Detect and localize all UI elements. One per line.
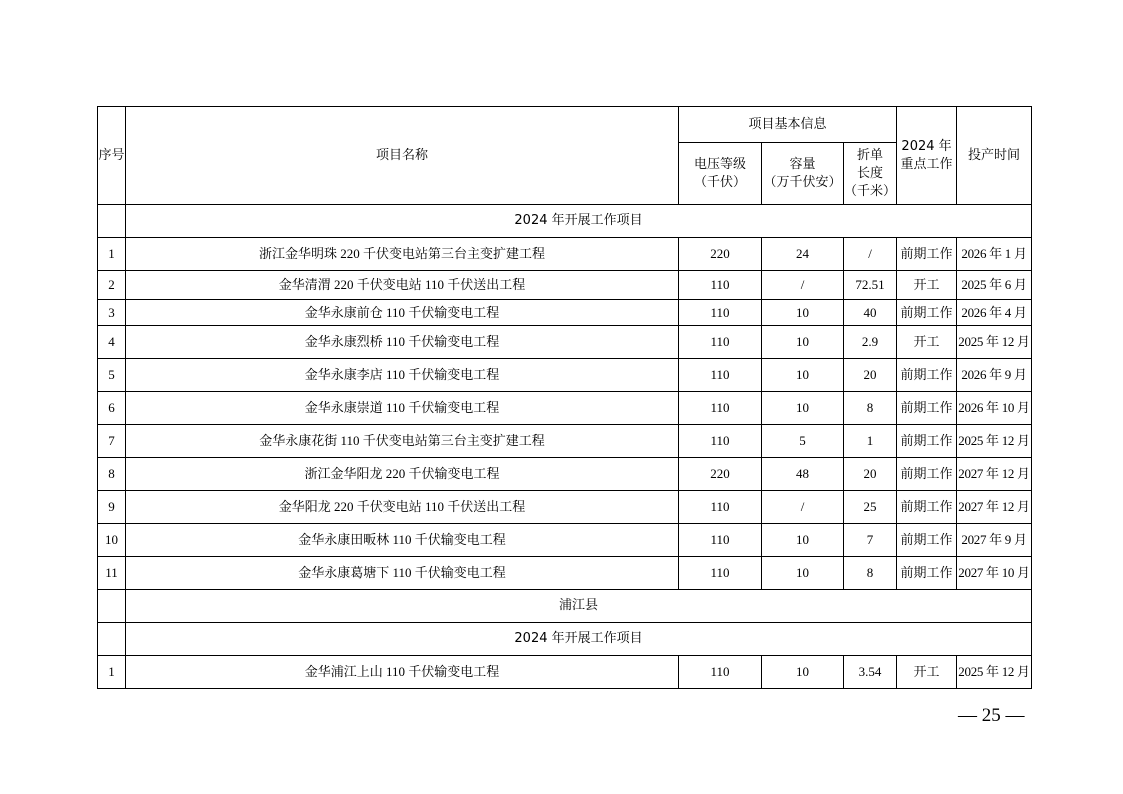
county-label: 浦江县 bbox=[126, 590, 1032, 623]
row-project-name: 金华永康花街 110 千伏变电站第三台主变扩建工程 bbox=[126, 425, 679, 458]
page-number: — 25 — bbox=[958, 705, 1025, 726]
row-capacity: 10 bbox=[762, 656, 844, 689]
table-row bbox=[98, 392, 1032, 425]
row-operation-time: 2025 年 6 月 bbox=[957, 271, 1032, 300]
band-blank-cell bbox=[98, 623, 126, 656]
row-project-name: 浙江金华明珠 220 千伏变电站第三台主变扩建工程 bbox=[126, 238, 679, 271]
row-index: 6 bbox=[98, 392, 126, 425]
row-key-work: 前期工作 bbox=[897, 392, 957, 425]
header-index: 序号 bbox=[98, 107, 126, 205]
row-project-name: 金华阳龙 220 千伏变电站 110 千伏送出工程 bbox=[126, 491, 679, 524]
row-capacity: 10 bbox=[762, 392, 844, 425]
row-voltage: 220 bbox=[679, 458, 762, 491]
county-label-row bbox=[98, 590, 1032, 623]
row-index: 9 bbox=[98, 491, 126, 524]
row-operation-time: 2025 年 12 月 bbox=[957, 326, 1032, 359]
row-key-work: 开工 bbox=[897, 326, 957, 359]
row-index: 1 bbox=[98, 656, 126, 689]
row-length: 1 bbox=[844, 425, 897, 458]
row-project-name: 浙江金华阳龙 220 千伏输变电工程 bbox=[126, 458, 679, 491]
row-length: 40 bbox=[844, 300, 897, 326]
row-capacity: 5 bbox=[762, 425, 844, 458]
row-key-work: 前期工作 bbox=[897, 425, 957, 458]
row-capacity: 10 bbox=[762, 524, 844, 557]
row-project-name: 金华永康田畈林 110 千伏输变电工程 bbox=[126, 524, 679, 557]
header-operation-time: 投产时间 bbox=[957, 107, 1032, 205]
row-voltage: 110 bbox=[679, 300, 762, 326]
row-project-name: 金华清渭 220 千伏变电站 110 千伏送出工程 bbox=[126, 271, 679, 300]
row-capacity: 10 bbox=[762, 326, 844, 359]
header-capacity-line1: 容量 bbox=[789, 156, 816, 172]
row-index: 5 bbox=[98, 359, 126, 392]
row-operation-time: 2027 年 12 月 bbox=[957, 458, 1032, 491]
row-voltage: 110 bbox=[679, 557, 762, 590]
row-key-work: 前期工作 bbox=[897, 300, 957, 326]
row-voltage: 110 bbox=[679, 524, 762, 557]
row-index: 11 bbox=[98, 557, 126, 590]
row-operation-time: 2026 年 10 月 bbox=[957, 392, 1032, 425]
table-row bbox=[98, 359, 1032, 392]
row-length: 8 bbox=[844, 557, 897, 590]
row-operation-time: 2027 年 9 月 bbox=[957, 524, 1032, 557]
row-operation-time: 2025 年 12 月 bbox=[957, 656, 1032, 689]
row-voltage: 110 bbox=[679, 359, 762, 392]
header-key-work-line1: 2024 年 bbox=[901, 138, 952, 154]
row-index: 8 bbox=[98, 458, 126, 491]
row-operation-time: 2027 年 12 月 bbox=[957, 491, 1032, 524]
row-project-name: 金华永康烈桥 110 千伏输变电工程 bbox=[126, 326, 679, 359]
table-row bbox=[98, 458, 1032, 491]
row-project-name: 金华永康李店 110 千伏输变电工程 bbox=[126, 359, 679, 392]
row-voltage: 110 bbox=[679, 656, 762, 689]
row-index: 10 bbox=[98, 524, 126, 557]
table-row bbox=[98, 238, 1032, 271]
table-row bbox=[98, 271, 1032, 300]
table-row bbox=[98, 326, 1032, 359]
row-length: 72.51 bbox=[844, 271, 897, 300]
row-length: 2.9 bbox=[844, 326, 897, 359]
row-operation-time: 2026 年 9 月 bbox=[957, 359, 1032, 392]
header-voltage-line2: （千伏） bbox=[693, 174, 746, 190]
row-index: 4 bbox=[98, 326, 126, 359]
header-row-1 bbox=[98, 107, 1032, 143]
row-length: 20 bbox=[844, 458, 897, 491]
row-capacity: 24 bbox=[762, 238, 844, 271]
row-index: 7 bbox=[98, 425, 126, 458]
section-label: 2024 年开展工作项目 bbox=[126, 205, 1032, 238]
section-label-row bbox=[98, 205, 1032, 238]
table-row bbox=[98, 425, 1032, 458]
section-label: 2024 年开展工作项目 bbox=[126, 623, 1032, 656]
band-blank-cell bbox=[98, 590, 126, 623]
band-blank-cell bbox=[98, 205, 126, 238]
table-row bbox=[98, 300, 1032, 326]
row-length: / bbox=[844, 238, 897, 271]
header-length-line1: 折单 bbox=[857, 147, 884, 163]
row-capacity: 10 bbox=[762, 359, 844, 392]
row-voltage: 110 bbox=[679, 271, 762, 300]
section-label-row bbox=[98, 623, 1032, 656]
header-voltage-line1: 电压等级 bbox=[693, 156, 746, 172]
row-operation-time: 2026 年 1 月 bbox=[957, 238, 1032, 271]
table-row bbox=[98, 491, 1032, 524]
row-voltage: 110 bbox=[679, 326, 762, 359]
row-key-work: 前期工作 bbox=[897, 524, 957, 557]
row-voltage: 110 bbox=[679, 392, 762, 425]
header-capacity-line2: （万千伏安） bbox=[763, 174, 842, 190]
header-voltage bbox=[679, 143, 762, 205]
row-capacity: 48 bbox=[762, 458, 844, 491]
row-length: 8 bbox=[844, 392, 897, 425]
row-key-work: 开工 bbox=[897, 656, 957, 689]
row-capacity: 10 bbox=[762, 557, 844, 590]
row-length: 3.54 bbox=[844, 656, 897, 689]
header-basic-info: 项目基本信息 bbox=[679, 107, 897, 143]
row-length: 25 bbox=[844, 491, 897, 524]
row-key-work: 前期工作 bbox=[897, 359, 957, 392]
header-length-line3: （千米） bbox=[844, 183, 897, 199]
header-length bbox=[844, 143, 897, 205]
header-length-line2: 长度 bbox=[857, 165, 884, 181]
row-key-work: 开工 bbox=[897, 271, 957, 300]
row-project-name: 金华浦江上山 110 千伏输变电工程 bbox=[126, 656, 679, 689]
row-project-name: 金华永康葛塘下 110 千伏输变电工程 bbox=[126, 557, 679, 590]
row-capacity: 10 bbox=[762, 300, 844, 326]
row-index: 2 bbox=[98, 271, 126, 300]
table-row bbox=[98, 557, 1032, 590]
header-project-name: 项目名称 bbox=[126, 107, 679, 205]
row-voltage: 220 bbox=[679, 238, 762, 271]
row-project-name: 金华永康前仓 110 千伏输变电工程 bbox=[126, 300, 679, 326]
header-key-work-line2: 重点工作 bbox=[900, 156, 953, 172]
row-length: 20 bbox=[844, 359, 897, 392]
row-operation-time: 2026 年 4 月 bbox=[957, 300, 1032, 326]
row-index: 3 bbox=[98, 300, 126, 326]
row-index: 1 bbox=[98, 238, 126, 271]
project-table bbox=[97, 106, 1032, 689]
row-key-work: 前期工作 bbox=[897, 238, 957, 271]
row-key-work: 前期工作 bbox=[897, 557, 957, 590]
table-row bbox=[98, 656, 1032, 689]
table-row bbox=[98, 524, 1032, 557]
row-key-work: 前期工作 bbox=[897, 458, 957, 491]
row-operation-time: 2027 年 10 月 bbox=[957, 557, 1032, 590]
row-voltage: 110 bbox=[679, 425, 762, 458]
row-length: 7 bbox=[844, 524, 897, 557]
row-capacity: / bbox=[762, 271, 844, 300]
header-capacity bbox=[762, 143, 844, 205]
row-voltage: 110 bbox=[679, 491, 762, 524]
row-operation-time: 2025 年 12 月 bbox=[957, 425, 1032, 458]
header-key-work bbox=[897, 107, 957, 205]
row-key-work: 前期工作 bbox=[897, 491, 957, 524]
row-project-name: 金华永康崇道 110 千伏输变电工程 bbox=[126, 392, 679, 425]
row-capacity: / bbox=[762, 491, 844, 524]
